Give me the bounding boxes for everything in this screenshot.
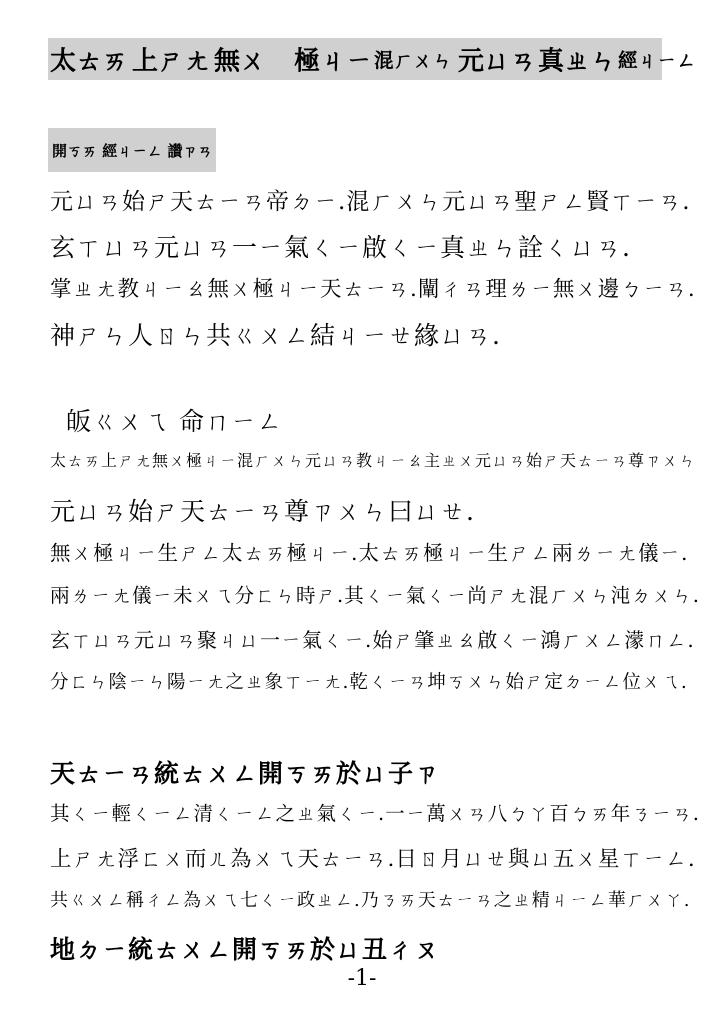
section-heading-tiantong: 天ㄊㄧㄢ統ㄊㄨㄥ開ㄎㄞ於ㄩ子ㄗ (50, 759, 441, 788)
title-char: 混ㄏㄨㄣ (374, 49, 453, 72)
verse-line: 共ㄍㄨㄥ稱ㄔㄥ為ㄨㄟ七ㄑㄧ政ㄓㄥ.乃ㄋㄞ天ㄊㄧㄢ之ㄓ精ㄐㄧㄥ華ㄏㄨㄚ. (50, 890, 691, 911)
title-char: 上ㄕㄤ (132, 46, 211, 77)
title-char: 真ㄓㄣ (538, 46, 617, 77)
verse-line: 元ㄩㄢ始ㄕ天ㄊㄧㄢ尊ㄗㄨㄣ曰ㄩㄝ. (50, 497, 475, 526)
verse-line: 兩ㄌㄧㄤ儀ㄧ未ㄨㄟ分ㄈㄣ時ㄕ.其ㄑㄧ氣ㄑㄧ尚ㄕㄤ混ㄏㄨㄣ沌ㄉㄨㄣ. (50, 584, 700, 607)
page-number: -1- (347, 966, 377, 991)
section-heading-kaijing (48, 128, 216, 172)
section-heading-guiming: 皈ㄍㄨㄟ 命ㄇㄧㄥ (66, 407, 283, 436)
document-title-bar (48, 38, 697, 80)
title-char: 經ㄐㄧㄥ (618, 49, 697, 72)
verse-line: 元ㄩㄢ始ㄕ天ㄊㄧㄢ帝ㄉㄧ.混ㄏㄨㄣ元ㄩㄢ聖ㄕㄥ賢ㄒㄧㄢ. (50, 189, 691, 215)
verse-line: 玄ㄒㄩㄢ元ㄩㄢ一ㄧ氣ㄑㄧ啟ㄑㄧ真ㄓㄣ詮ㄑㄩㄢ. (50, 233, 631, 262)
section-heading-ditong: 地ㄉㄧ統ㄊㄨㄥ開ㄎㄞ於ㄩ丑ㄔㄡ (50, 935, 441, 964)
title-char: 極ㄐㄧ (294, 46, 373, 77)
title-char: 無ㄨ (214, 46, 267, 77)
section-heading-text: 開ㄎㄞ 經ㄐㄧㄥ 讚ㄗㄢ (52, 141, 213, 160)
title-char: 元ㄩㄢ (458, 46, 537, 77)
verse-line: 分ㄈㄣ陰ㄧㄣ陽ㄧㄤ之ㄓ象ㄒㄧㄤ.乾ㄑㄧㄢ坤ㄎㄨㄣ始ㄕ定ㄉㄧㄥ位ㄨㄟ. (50, 672, 688, 693)
verse-line: 掌ㄓㄤ教ㄐㄧㄠ無ㄨ極ㄐㄧ天ㄊㄧㄢ.闡ㄔㄢ理ㄌㄧ無ㄨ邊ㄅㄧㄢ. (50, 277, 696, 302)
title-char: 太ㄊㄞ (50, 46, 129, 77)
verse-line: 上ㄕㄤ浮ㄈㄨ而ㄦ為ㄨㄟ天ㄊㄧㄢ.日ㄖ月ㄩㄝ與ㄩ五ㄨ星ㄒㄧㄥ. (50, 847, 696, 872)
verse-line: 太ㄊㄞ上ㄕㄤ無ㄨ極ㄐㄧ混ㄏㄨㄣ元ㄩㄢ教ㄐㄧㄠ主ㄓㄨ元ㄩㄢ始ㄕ天ㄊㄧㄢ尊ㄗㄨㄣ (50, 451, 697, 470)
verse-line: 無ㄨ極ㄐㄧ生ㄕㄥ太ㄊㄞ極ㄐㄧ.太ㄊㄞ極ㄐㄧ生ㄕㄥ兩ㄌㄧㄤ儀ㄧ. (50, 541, 689, 565)
verse-line: 其ㄑㄧ輕ㄑㄧㄥ清ㄑㄧㄥ之ㄓ氣ㄑㄧ.一ㄧ萬ㄨㄢ八ㄅㄚ百ㄅㄞ年ㄋㄧㄢ. (50, 802, 700, 825)
verse-line: 玄ㄒㄩㄢ元ㄩㄢ聚ㄐㄩ一ㄧ氣ㄑㄧ.始ㄕ肇ㄓㄠ啟ㄑㄧ鴻ㄏㄨㄥ濛ㄇㄥ. (50, 628, 695, 652)
verse-line: 神ㄕㄣ人ㄖㄣ共ㄍㄨㄥ結ㄐㄧㄝ緣ㄩㄢ. (50, 321, 501, 350)
